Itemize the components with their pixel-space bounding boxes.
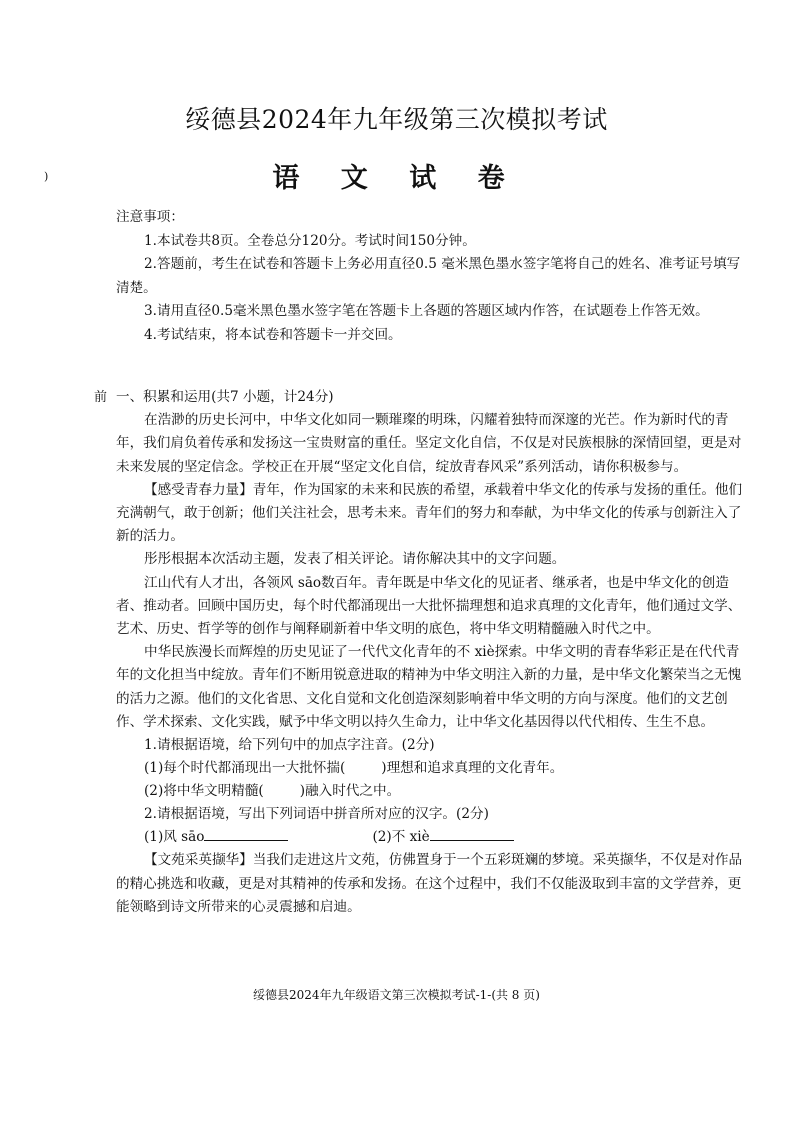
note-item: 3.请用直径0.5毫米黑色墨水签字笔在答题卡上各题的答题区域内作答，在试题卷上作答无效。 xyxy=(144,303,709,320)
q1b-text-before: (2)将中华文明精髓( xyxy=(144,783,264,800)
q2b-text: (2)不 xiè xyxy=(372,829,430,846)
margin-mark: ) xyxy=(44,170,49,183)
paragraph: 彤彤根据本次活动主题，发表了相关评论。请你解决其中的文字问题。 xyxy=(144,551,566,568)
note-item: 4.考试结束，将本试卷和答题卡一并交回。 xyxy=(144,326,402,343)
notes-heading: 注意事项： xyxy=(116,209,184,225)
paragraph: 【文苑采英撷华】当我们走进这片文苑，仿佛置身于一个五彩斑斓的梦境。采英撷华，不仅是对作品的精心挑选和收藏，更是对其精神的传承和发扬。在这个过程中，我们不仅能汲取到丰富的文学营养，更能领略到诗文所带来的心灵震撼和启迪。 xyxy=(116,852,743,915)
q1b-text-after: )融入时代之中。 xyxy=(299,783,401,800)
paragraph: 在浩渺的历史长河中，中华文化如同一颗璀璨的明珠，闪耀着独特而深邃的光芒。作为新时代的青年，我们肩负着传承和发扬这一宝贵财富的重任。坚定文化自信，不仅是对民族根脉的深情回望，更是对未来发展的坚定信念。学校正在开展“坚定文化自信，绽放青春风采”系列活动，请你积极参与。 xyxy=(116,412,742,475)
question-1-item-b xyxy=(116,780,746,803)
q1a-text-after: )理想和追求真理的文化青年。 xyxy=(381,760,564,777)
section-one xyxy=(116,386,746,919)
exam-subtitle: 语 文 试 卷 xyxy=(272,163,521,194)
note-item: 1.本试卷共8页。全卷总分120分。考试时间150分钟。 xyxy=(144,232,476,249)
question-2-items xyxy=(116,826,746,849)
paragraph: 中华民族漫长而辉煌的历史见证了一代代文化青年的不 xiè探索。中华文明的青春华彩正是在代代青年的文化担当中绽放。青年们不断用锐意进取的精神为中华文明注入新的力量，是中华文化繁荣当之无愧的活力之源。他们的文化省思、文化自觉和文化创造深刻影响着中华文明的方向与深度。他们的文艺创作、学术探索、文化实践，赋予中华文明以持久生命力，让中华文化基因得以代代相传、生生不息。 xyxy=(116,644,742,730)
answer-blank[interactable] xyxy=(430,826,514,841)
paragraph: 江山代有人才出，各领风 sāo数百年。青年既是中华文化的见证者、继承者，也是中华文化的创造者、推动者。回顾中国历史，每个时代都涌现出一大批怀揣理想和追求真理的文化青年，他们通过文学、艺术、历史、哲学等的创作与阐释刷新着中华文明的底色，将中华文明精髓融入时代之中。 xyxy=(116,574,742,638)
notes-block xyxy=(116,206,746,348)
margin-mark-front: 前 xyxy=(94,390,108,405)
exam-title: 绥德县2024年九年级第三次模拟考试 xyxy=(185,105,608,134)
question-1-item-a xyxy=(116,757,746,780)
question-1: 1.请根据语境，给下列句中的加点字注音。(2分) xyxy=(144,737,435,754)
section-heading: 一、积累和运用(共7 小题，计24分) xyxy=(116,389,334,405)
answer-blank[interactable] xyxy=(204,826,288,841)
page-footer: 绥德县2024年九年级语文第三次模拟考试-1-(共 8 页) xyxy=(253,988,540,1002)
paragraph: 【感受青春力量】青年，作为国家的未来和民族的希望，承载着中华文化的传承与发扬的重任。他们充满朝气，敢于创新；他们关注社会，思考未来。青年们的努力和奉献，为中华文化的传承与创新注入了新的活力。 xyxy=(116,481,743,545)
question-2: 2.请根据语境，写出下列词语中拼音所对应的汉字。(2分) xyxy=(144,806,489,823)
q2a-text: (1)风 sāo xyxy=(144,829,205,846)
q1a-text-before: (1)每个时代都涌现出一大批怀揣( xyxy=(144,760,346,777)
note-item: 2.答题前，考生在试卷和答题卡上务必用直径0.5 毫米黑色墨水签字笔将自己的姓名、准考证号填写清楚。 xyxy=(116,256,741,296)
